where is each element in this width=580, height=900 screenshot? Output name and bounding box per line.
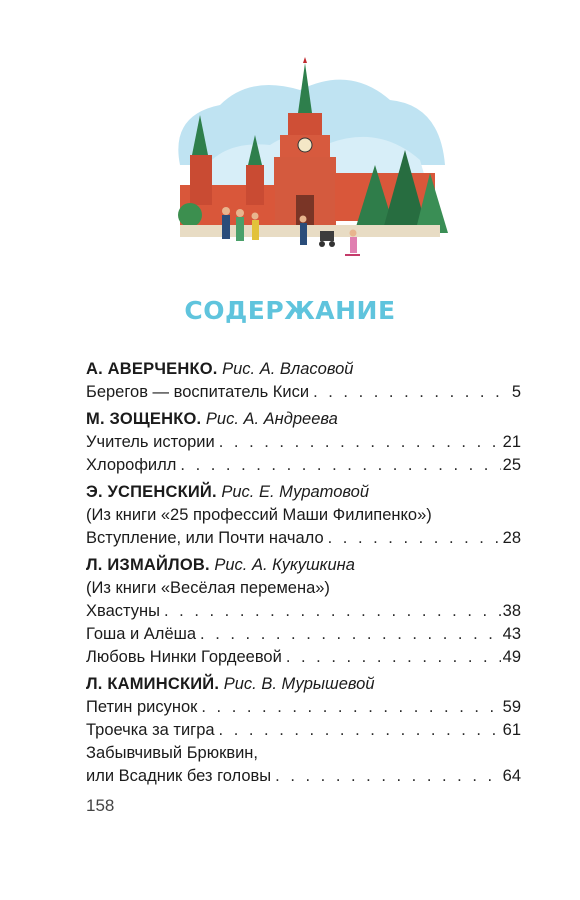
entry-page: 49: [502, 648, 521, 666]
entry-page: 61: [502, 721, 521, 739]
entry-page: 21: [502, 433, 521, 451]
entry-page: 5: [511, 383, 521, 401]
entry-page: 38: [502, 602, 521, 620]
illustrator-credit: Рис. А. Андреева: [205, 410, 338, 428]
dot-leader: [313, 381, 510, 404]
source-note: (Из книги «Весёлая перемена»): [86, 579, 330, 597]
illustrator-credit: Рис. А. Кукушкина: [214, 556, 355, 574]
kremlin-illustration: [160, 55, 452, 270]
toc-section: [86, 673, 521, 788]
dot-leader: [219, 719, 501, 742]
entry-title: Троечка за тигра: [86, 721, 215, 739]
table-of-contents: [86, 358, 521, 792]
toc-entry[interactable]: [86, 646, 521, 669]
toc-title: СОДЕРЖАНИЕ: [184, 296, 396, 325]
illustrator-credit: Рис. Е. Муратовой: [221, 483, 370, 501]
author-name: Э. УСПЕНСКИЙ.: [86, 483, 217, 501]
entry-title: Петин рисунок: [86, 698, 198, 716]
dot-leader: [180, 454, 500, 477]
toc-entry[interactable]: [86, 600, 521, 623]
entry-page: 28: [502, 529, 521, 547]
dot-leader: [200, 623, 501, 646]
entry-title: Любовь Нинки Гордеевой: [86, 648, 282, 666]
dot-leader: [164, 600, 501, 623]
dot-leader: [219, 431, 501, 454]
entry-title-continued[interactable]: Забывчивый Брюквин,: [86, 744, 258, 762]
author-line: [86, 358, 521, 381]
entry-title: Берегов — воспитатель Киси: [86, 383, 310, 401]
toc-section: [86, 358, 521, 404]
author-line: [86, 673, 521, 696]
entry-title: Вступление, или Почти начало: [86, 529, 324, 547]
author-name: Л. ИЗМАЙЛОВ.: [86, 556, 210, 574]
author-name: М. ЗОЩЕНКО.: [86, 410, 202, 428]
entry-page: 25: [502, 456, 521, 474]
entry-title: Гоша и Алёша: [86, 625, 197, 643]
illustrator-credit: Рис. А. Власовой: [222, 360, 354, 378]
entry-page: 43: [502, 625, 521, 643]
author-name: А. АВЕРЧЕНКО.: [86, 360, 218, 378]
toc-entry[interactable]: [86, 719, 521, 742]
toc-entry[interactable]: [86, 527, 521, 550]
entry-page: 64: [502, 767, 521, 785]
entry-title: Хвастуны: [86, 602, 160, 620]
dot-leader: [286, 646, 501, 669]
author-line: [86, 481, 521, 504]
entry-title: Хлорофилл: [86, 456, 177, 474]
toc-entry[interactable]: [86, 696, 521, 719]
toc-section: [86, 554, 521, 669]
author-line: [86, 554, 521, 577]
entry-title: Учитель истории: [86, 433, 215, 451]
toc-section: [86, 481, 521, 550]
toc-entry[interactable]: [86, 381, 521, 404]
entry-page: 59: [502, 698, 521, 716]
dot-leader: [328, 527, 501, 550]
dot-leader: [275, 765, 500, 788]
illustrator-credit: Рис. В. Мурышевой: [223, 675, 375, 693]
source-note: (Из книги «25 профессий Маши Филипенко»): [86, 506, 432, 524]
author-name: Л. КАМИНСКИЙ.: [86, 675, 220, 693]
author-line: [86, 408, 521, 431]
entry-title: или Всадник без головы: [86, 767, 272, 785]
toc-entry[interactable]: [86, 454, 521, 477]
dot-leader: [201, 696, 500, 719]
toc-entry[interactable]: [86, 431, 521, 454]
page-number: 158: [86, 796, 115, 815]
toc-entry[interactable]: [86, 623, 521, 646]
toc-section: [86, 408, 521, 477]
toc-entry[interactable]: [86, 765, 521, 788]
